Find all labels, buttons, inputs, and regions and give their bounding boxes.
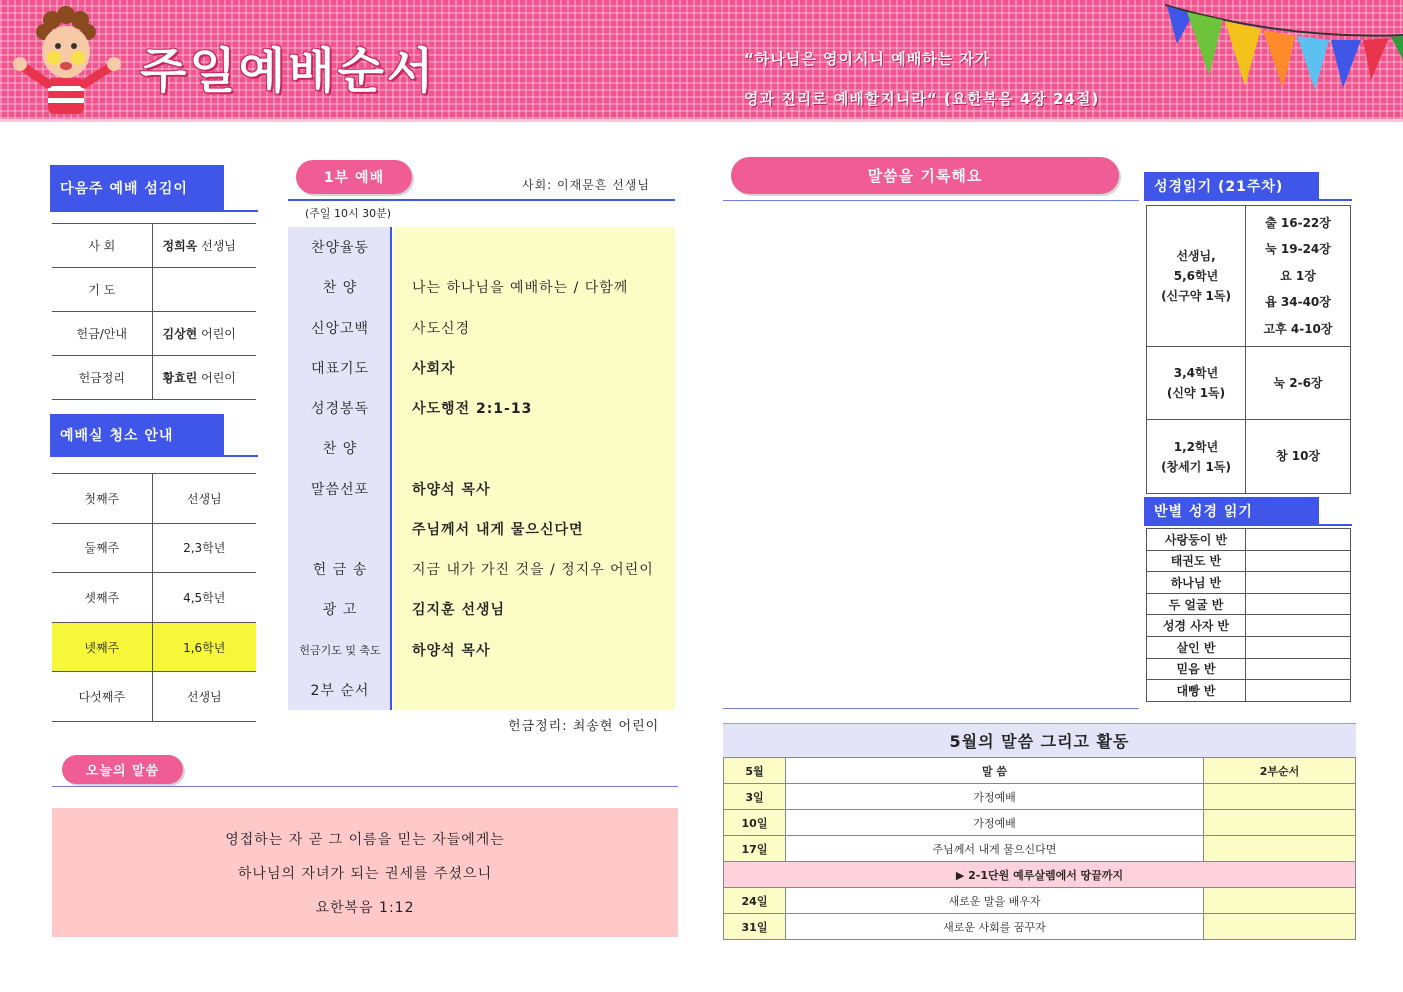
date-cell: 31일 — [724, 914, 786, 940]
service-item-label: 찬 양 — [322, 280, 358, 297]
header-verse-line2: 영과 진리로 예배할지니라“ (요한복음 4장 24절) — [744, 90, 1100, 108]
service-order — [288, 227, 675, 710]
reading-group-cell — [1147, 347, 1246, 420]
word-header: 말 씀 — [786, 758, 1204, 784]
service-item-label: 헌금기도 및 축도 — [299, 643, 381, 657]
service-item-value: 사도행전 2:1-13 — [412, 401, 533, 418]
name-cell — [152, 224, 256, 268]
divider — [50, 455, 258, 457]
month-header: 5월 — [724, 758, 786, 784]
role-cell: 사 회 — [52, 224, 152, 268]
class-progress-cell[interactable] — [1246, 550, 1351, 572]
word-cell: 가정예배 — [786, 810, 1204, 836]
unit-banner-text: 2-1단원 예루살렘에서 땅끝까지 — [968, 868, 1124, 882]
class-progress-cell[interactable] — [1246, 529, 1351, 551]
class-name: 대빵 반 — [1147, 680, 1246, 702]
service-item-label: 헌 금 송 — [312, 562, 368, 579]
service-row — [288, 670, 675, 710]
class-name: 태권도 반 — [1147, 550, 1246, 572]
divider — [1144, 199, 1352, 201]
unit-banner — [724, 862, 1356, 888]
reading-group-cell — [1147, 420, 1246, 494]
part2-cell — [1204, 836, 1356, 862]
header-verse-line1: “하나님은 영이시니 예배하는 자가 — [744, 50, 991, 68]
class-reading-heading: 반별 성경 읽기 — [1144, 497, 1319, 524]
today-word-line2: 하나님의 자녀가 되는 권세를 주셨으니 — [237, 865, 493, 882]
divider — [1144, 524, 1352, 526]
may-schedule-title: 5월의 말씀 그리고 활동 — [723, 723, 1356, 757]
part2-cell — [1204, 914, 1356, 940]
table-row — [52, 268, 256, 312]
service-row — [288, 630, 675, 670]
service-item-value: 사도신경 — [412, 320, 471, 337]
reading-ref: 욥 34-40장 — [1265, 295, 1331, 310]
table-row — [1147, 347, 1351, 420]
page-title: 주일예배순서 — [140, 43, 437, 99]
table-row — [52, 312, 256, 356]
class-progress-cell[interactable] — [1246, 615, 1351, 637]
part2-header: 2부순서 — [1204, 758, 1356, 784]
reading-ref: 출 16-22장 — [1265, 215, 1331, 230]
cleaning-guide-heading: 예배실 청소 안내 — [50, 414, 224, 455]
next-week-servers-table — [52, 223, 256, 400]
class-progress-cell[interactable] — [1246, 572, 1351, 594]
assignee-cell: 선생님 — [152, 474, 256, 524]
class-name: 하나님 반 — [1147, 572, 1246, 594]
table-row — [1147, 572, 1351, 594]
table-row — [52, 523, 256, 573]
table-row — [52, 474, 256, 524]
service-item-label: 광 고 — [322, 602, 358, 619]
service-item-label: 찬 양 — [322, 441, 358, 458]
service-row — [288, 469, 675, 509]
divider — [723, 200, 1139, 201]
date-cell: 24일 — [724, 888, 786, 914]
service-item-label: 찬양율동 — [310, 240, 370, 257]
reading-refs-cell — [1246, 206, 1351, 347]
today-word-line1: 영접하는 자 곧 그 이름을 믿는 자들에게는 — [225, 831, 505, 848]
part2-cell — [1204, 810, 1356, 836]
service-row — [288, 388, 675, 428]
role-cell: 기 도 — [52, 268, 152, 312]
service-row — [288, 267, 675, 307]
part2-cell — [1204, 784, 1356, 810]
table-row — [1147, 420, 1351, 494]
bible-reading-heading: 성경읽기 (21주차) — [1144, 172, 1319, 199]
next-week-servers-heading: 다음주 예배 섬김이 — [50, 165, 224, 210]
reading-ref: 창 10장 — [1246, 420, 1351, 494]
table-row-highlighted — [52, 622, 256, 672]
service-row — [288, 549, 675, 589]
service-item-label: 말씀선포 — [310, 481, 370, 498]
service-row — [288, 428, 675, 468]
server-title: 선생님 — [201, 239, 236, 253]
service-item-value: 사회자 — [412, 360, 456, 377]
week-cell: 셋째주 — [52, 573, 152, 623]
date-cell: 17일 — [724, 836, 786, 862]
assignee-cell: 4,5학년 — [152, 573, 256, 623]
week-cell: 다섯째주 — [52, 672, 152, 722]
word-cell: 새로운 말을 배우자 — [786, 888, 1204, 914]
group-grade: 1,2학년 — [1173, 439, 1219, 454]
table-row — [1147, 615, 1351, 637]
class-progress-cell[interactable] — [1246, 593, 1351, 615]
role-cell: 헌금/안내 — [52, 312, 152, 356]
today-word-heading: 오늘의 말씀 — [62, 755, 183, 784]
service-item-label: 대표기도 — [310, 360, 370, 377]
group-plan: (신약 1독) — [1166, 386, 1226, 400]
service-item-value: 하양석 목사 — [412, 642, 491, 659]
offering-cleanup-note: 헌금정리: 최송현 어린이 — [508, 719, 660, 734]
flag-bunting-decoration — [1165, 0, 1403, 100]
service-row — [288, 348, 675, 388]
name-cell — [152, 268, 256, 312]
table-row — [1147, 636, 1351, 658]
server-name: 김상현 — [162, 327, 198, 341]
divider — [723, 708, 1139, 709]
table-row — [1147, 593, 1351, 615]
service-item-value: 나는 하나님을 예배하는 / 다함께 — [412, 280, 629, 297]
sermon-notes-heading: 말씀을 기록해요 — [731, 157, 1119, 194]
table-row — [724, 784, 1356, 810]
service-row — [288, 308, 675, 348]
server-name: 황효린 — [162, 371, 198, 385]
word-cell: 새로운 사회를 꿈꾸자 — [786, 914, 1204, 940]
service-row — [288, 509, 675, 549]
class-progress-cell[interactable] — [1246, 658, 1351, 680]
header-banner — [0, 0, 1403, 122]
table-row — [724, 914, 1356, 940]
week-cell: 둘째주 — [52, 523, 152, 573]
service-leader: 사회: 이재문흔 선생님 — [522, 178, 651, 192]
server-title: 어린이 — [201, 327, 236, 341]
table-row — [1147, 529, 1351, 551]
group-plan: (창세기 1독) — [1161, 459, 1231, 474]
table-row — [1147, 550, 1351, 572]
divider — [50, 210, 258, 212]
divider — [288, 199, 675, 201]
child-mascot-illustration — [12, 6, 124, 118]
bible-reading-table — [1146, 205, 1351, 494]
table-row — [1147, 680, 1351, 702]
role-cell: 헌금정리 — [52, 356, 152, 400]
name-cell — [152, 312, 256, 356]
table-row — [1147, 206, 1351, 347]
table-row — [1147, 658, 1351, 680]
word-cell: 주님께서 내게 물으신다면 — [786, 836, 1204, 862]
service-item-value: 지금 내가 가진 것을 / 정지우 어린이 — [412, 562, 654, 579]
class-name: 성경 사자 반 — [1147, 615, 1246, 637]
class-progress-cell[interactable] — [1246, 680, 1351, 702]
word-cell: 가정예배 — [786, 784, 1204, 810]
table-row — [724, 888, 1356, 914]
assignee-cell: 선생님 — [152, 672, 256, 722]
reading-ref: 눅 19-24장 — [1265, 242, 1331, 257]
service-part1-heading: 1부 예배 — [296, 160, 412, 194]
play-triangle-icon: ▶ — [955, 868, 965, 882]
today-word-reference: 요한복음 1:12 — [315, 899, 415, 916]
reading-ref: 고후 4-10장 — [1263, 321, 1333, 336]
table-row — [52, 356, 256, 400]
group-grade: 3,4학년 — [1173, 366, 1219, 380]
class-name: 사랑둥이 반 — [1147, 529, 1246, 551]
sermon-notes-area[interactable] — [723, 202, 1139, 707]
date-cell: 3일 — [724, 784, 786, 810]
service-item-label: 신앙고백 — [310, 320, 370, 337]
reading-ref: 요 1장 — [1280, 268, 1316, 283]
server-title: 어린이 — [201, 371, 236, 385]
service-time: (주일 10시 30분) — [305, 207, 392, 220]
group-name: 선생님, — [1176, 249, 1216, 263]
week-cell: 넷째주 — [52, 622, 152, 672]
service-item-label: 성경봉독 — [310, 401, 370, 418]
service-item-value: 하양석 목사 — [412, 481, 491, 498]
service-row — [288, 227, 675, 267]
cleaning-schedule-table — [52, 473, 256, 722]
today-word-box — [52, 808, 678, 937]
may-schedule-table — [723, 757, 1356, 940]
table-row — [724, 810, 1356, 836]
class-name: 두 얼굴 반 — [1147, 593, 1246, 615]
table-header-row — [724, 758, 1356, 784]
unit-banner-row — [724, 862, 1356, 888]
divider — [52, 786, 678, 787]
date-cell: 10일 — [724, 810, 786, 836]
week-cell: 첫째주 — [52, 474, 152, 524]
assignee-cell: 1,6학년 — [152, 622, 256, 672]
service-row — [288, 589, 675, 629]
class-progress-cell[interactable] — [1246, 636, 1351, 658]
name-cell — [152, 356, 256, 400]
part2-cell — [1204, 888, 1356, 914]
service-item-label: 2부 순서 — [310, 682, 370, 699]
class-reading-table — [1146, 528, 1351, 702]
table-row — [52, 672, 256, 722]
table-row — [724, 836, 1356, 862]
reading-group-cell — [1147, 206, 1246, 347]
class-name: 살인 반 — [1147, 636, 1246, 658]
group-plan: (신구약 1독) — [1161, 289, 1231, 303]
reading-ref: 눅 2-6장 — [1246, 347, 1351, 420]
service-item-value: 주님께서 내게 물으신다면 — [412, 521, 584, 538]
service-item-value: 김지훈 선생님 — [412, 602, 506, 619]
group-grade: 5,6학년 — [1173, 269, 1219, 283]
server-name: 정희옥 — [162, 239, 198, 253]
assignee-cell: 2,3학년 — [152, 523, 256, 573]
table-row — [52, 573, 256, 623]
table-row — [52, 224, 256, 268]
class-name: 믿음 반 — [1147, 658, 1246, 680]
